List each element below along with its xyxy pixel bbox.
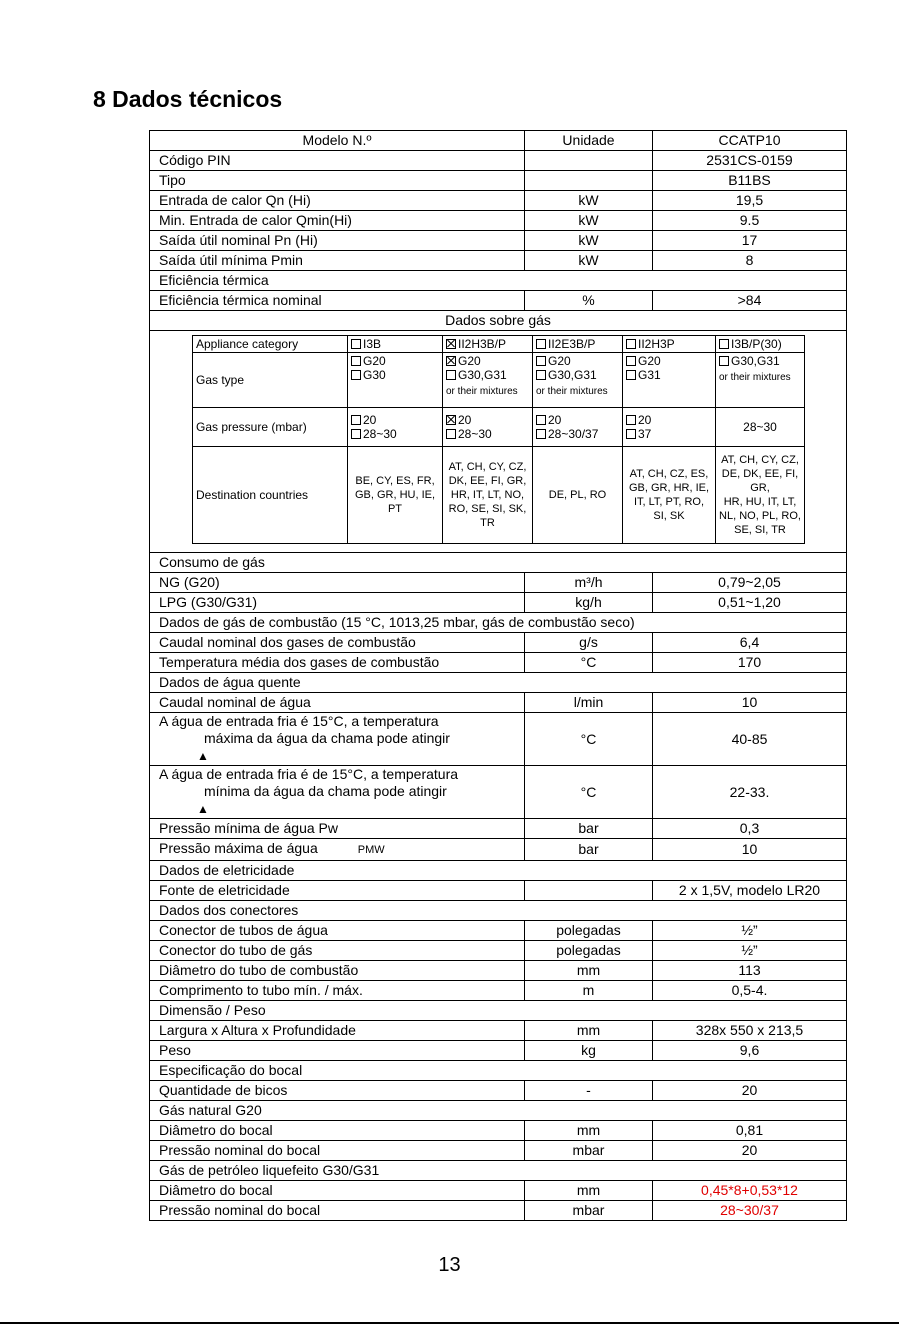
param-value: 0,3: [653, 819, 847, 839]
table-row: [150, 1181, 847, 1201]
section-row: [150, 613, 847, 633]
param-label: Diâmetro do tubo de combustão: [159, 962, 359, 978]
param-label: Pressão nominal do bocal: [159, 1202, 321, 1218]
unchecked-checkbox-icon: [626, 356, 636, 366]
row-label-destination-countries: Destination countries: [193, 447, 348, 544]
gas-pressure-label: 20: [363, 413, 377, 427]
gas-type-cell: [716, 353, 805, 408]
param-unit: m³/h: [525, 573, 653, 593]
header-model-value: CCATP10: [653, 131, 847, 151]
category-code: I3B: [363, 337, 382, 351]
category-cell: [623, 336, 716, 353]
param-unit: -: [525, 1081, 653, 1101]
gas-pressure-option: [626, 413, 712, 427]
gas-pressure-option: [536, 427, 619, 441]
param-label: A água de entrada fria é de 15°C, a temperatura: [159, 766, 459, 782]
param-label-cell: [150, 941, 525, 961]
param-unit: mm: [525, 1121, 653, 1141]
param-label: Conector de tubos de água: [159, 922, 328, 938]
param-unit: mm: [525, 1021, 653, 1041]
country-list-line: DE, PL, RO: [548, 489, 607, 501]
category-code: II2E3B/P: [548, 337, 596, 351]
gas-pressure-cell: [443, 408, 533, 447]
country-list-line: NL, NO, PL, RO,: [719, 510, 801, 522]
country-list-line: HR, HU, IT, LT,: [723, 496, 797, 508]
checked-checkbox-icon: [446, 356, 456, 366]
gas-type-label: G31: [638, 368, 661, 382]
param-label: Eficiência térmica nominal: [159, 292, 322, 308]
gas-type-option: [351, 354, 439, 368]
unchecked-checkbox-icon: [626, 429, 636, 439]
section-title: Gás natural G20: [150, 1101, 847, 1121]
param-unit: kg: [525, 1041, 653, 1061]
table-row: [150, 766, 847, 819]
param-label-cell: [150, 961, 525, 981]
category-code: I3B/P(30): [731, 337, 782, 351]
country-list-line: DE, DK, EE, FI, GR,: [721, 468, 799, 494]
country-list-line: SE, SI, TR: [734, 524, 786, 536]
mixtures-note: or their mixtures: [446, 386, 518, 397]
param-label: Comprimento to tubo mín. / máx.: [159, 982, 363, 998]
param-label-cell: [150, 981, 525, 1001]
unchecked-checkbox-icon: [719, 356, 729, 366]
param-label-cell: [150, 693, 525, 713]
destination-countries-cell: [443, 447, 533, 544]
param-label: Pressão mínima de água Pw: [159, 820, 338, 836]
param-label: Temperatura média dos gases de combustão: [159, 654, 440, 670]
section-row: [150, 1001, 847, 1021]
section-row: [150, 1161, 847, 1181]
param-value: 0,79~2,05: [653, 573, 847, 593]
gas-pressure-label: 37: [638, 427, 652, 441]
param-unit: mbar: [525, 1201, 653, 1221]
table-row: [150, 819, 847, 839]
gas-type-cell: [533, 353, 623, 408]
param-label: Entrada de calor Qn (Hi): [159, 192, 311, 208]
table-row: [150, 941, 847, 961]
gas-type-label: G20: [548, 354, 571, 368]
gas-pressure-option: [446, 413, 529, 427]
destination-countries-cell: [716, 447, 805, 544]
param-label-cell: [150, 819, 525, 839]
gas-pressure-option: [351, 413, 439, 427]
param-label-line2: máxima da água da chama pode atingir: [204, 730, 450, 746]
param-label: LPG (G30/G31): [159, 594, 258, 610]
country-list-line: AT, CH, CY, CZ,: [448, 461, 527, 473]
param-label-cell: [150, 1121, 525, 1141]
param-value: ½”: [653, 921, 847, 941]
param-value: 170: [653, 653, 847, 673]
gas-type-cell: [623, 353, 716, 408]
param-value: 2 x 1,5V, modelo LR20: [653, 881, 847, 901]
table-row: [150, 839, 847, 861]
param-label: Largura x Altura x Profundidade: [159, 1022, 356, 1038]
section-row: [150, 673, 847, 693]
param-value: 0,81: [653, 1121, 847, 1141]
param-unit: l/min: [525, 693, 653, 713]
unchecked-checkbox-icon: [351, 356, 361, 366]
table-row: [150, 231, 847, 251]
section-row: [150, 861, 847, 881]
param-value: 6,4: [653, 633, 847, 653]
row-label-category: Appliance category: [193, 336, 348, 353]
param-value: B11BS: [653, 171, 847, 191]
param-unit: g/s: [525, 633, 653, 653]
table-row: [150, 151, 847, 171]
param-label: Quantidade de bicos: [159, 1082, 288, 1098]
unchecked-checkbox-icon: [626, 339, 636, 349]
param-label-cell: [150, 1201, 525, 1221]
param-label-cell: [150, 171, 525, 191]
category-cell: [533, 336, 623, 353]
param-label: Pressão máxima de água: [159, 840, 318, 856]
param-value: 113: [653, 961, 847, 981]
table-row: [150, 633, 847, 653]
unchecked-checkbox-icon: [536, 356, 546, 366]
gas-table-cell: [150, 331, 847, 553]
param-label-cell: [150, 1041, 525, 1061]
section-row: [150, 271, 847, 291]
unchecked-checkbox-icon: [626, 415, 636, 425]
param-unit: [525, 881, 653, 901]
param-label-cell: [150, 1021, 525, 1041]
param-label-cell: [150, 1181, 525, 1201]
param-unit: mm: [525, 961, 653, 981]
destination-countries-cell: [623, 447, 716, 544]
table-row: [150, 251, 847, 271]
param-label: Min. Entrada de calor Qmin(Hi): [159, 212, 352, 228]
table-row: [150, 1081, 847, 1101]
table-row: [150, 1041, 847, 1061]
param-label-cell: [150, 633, 525, 653]
param-unit: kW: [525, 191, 653, 211]
header-unit-label: Unidade: [525, 131, 653, 151]
gas-section-title: Dados sobre gás: [150, 311, 847, 331]
unchecked-checkbox-icon: [536, 370, 546, 380]
gas-pressure-label: 20: [548, 413, 562, 427]
gas-type-option: [446, 368, 529, 382]
section-title: Especificação do bocal: [150, 1061, 847, 1081]
page-title: 8 Dados técnicos: [93, 86, 283, 112]
param-unit: °C: [525, 653, 653, 673]
param-label: Código PIN: [159, 152, 231, 168]
gas-pressure-option: [626, 427, 712, 441]
flame-icon: ▲: [197, 749, 209, 763]
param-value: 10: [653, 693, 847, 713]
param-label-cell: [150, 881, 525, 901]
param-value: 20: [653, 1141, 847, 1161]
param-label-line2: mínima da água da chama pode atingir: [204, 783, 447, 799]
param-value: 28~30/37: [653, 1201, 847, 1221]
table-row: [150, 653, 847, 673]
param-label-cell: [150, 839, 525, 861]
table-header-row: [150, 131, 847, 151]
category-cell: [348, 336, 443, 353]
country-list-line: GB, GR, HR, IE,: [628, 482, 710, 494]
param-label: Tipo: [159, 172, 186, 188]
country-list-line: BE, CY, ES, FR,: [355, 475, 435, 487]
param-value: 40-85: [653, 713, 847, 766]
row-label-gas-type: Gas type: [193, 353, 348, 408]
param-label: Saída útil mínima Pmin: [159, 252, 303, 268]
param-unit: [525, 171, 653, 191]
param-symbol: PMW: [357, 844, 385, 856]
param-label-cell: [150, 1081, 525, 1101]
category-cell: [443, 336, 533, 353]
param-label-cell: [150, 1141, 525, 1161]
param-value: 328x 550 x 213,5: [653, 1021, 847, 1041]
flame-icon: ▲: [197, 802, 209, 816]
unchecked-checkbox-icon: [536, 339, 546, 349]
param-value: ½”: [653, 941, 847, 961]
country-list-line: AT, CH, CZ, ES,: [629, 468, 709, 480]
row-label-gas-pressure: Gas pressure (mbar): [193, 408, 348, 447]
table-row: [150, 981, 847, 1001]
param-label-cell: [150, 593, 525, 613]
table-row: [150, 1021, 847, 1041]
unchecked-checkbox-icon: [626, 370, 636, 380]
gas-pressure-label: 20: [458, 413, 472, 427]
table-row: [150, 961, 847, 981]
country-list-line: HR, IT, LT, NO,: [450, 489, 525, 501]
gas-type-label: G30,G31: [731, 354, 780, 368]
table-row: [150, 291, 847, 311]
unchecked-checkbox-icon: [446, 429, 456, 439]
param-label-cell: [150, 231, 525, 251]
param-value: 10: [653, 839, 847, 861]
table-row: [150, 573, 847, 593]
table-row: [150, 171, 847, 191]
section-title: Dados de água quente: [150, 673, 847, 693]
section-row: [150, 1061, 847, 1081]
country-list-line: SI, SK: [653, 510, 685, 522]
gas-type-label: G20: [458, 354, 481, 368]
param-unit: bar: [525, 839, 653, 861]
gas-pressure-label: 28~30/37: [548, 427, 599, 441]
param-label-cell: [150, 251, 525, 271]
param-value: 20: [653, 1081, 847, 1101]
param-unit: polegadas: [525, 941, 653, 961]
param-label: Fonte de eletricidade: [159, 882, 290, 898]
gas-type-option: [536, 354, 619, 368]
param-value: 9,6: [653, 1041, 847, 1061]
unchecked-checkbox-icon: [719, 339, 729, 349]
gas-pressure-cell: [623, 408, 716, 447]
table-row: [150, 921, 847, 941]
table-row: [150, 211, 847, 231]
unchecked-checkbox-icon: [351, 370, 361, 380]
table-row: [150, 593, 847, 613]
table-row: [150, 1141, 847, 1161]
param-label: Caudal nominal dos gases de combustão: [159, 634, 416, 650]
unchecked-checkbox-icon: [536, 429, 546, 439]
unchecked-checkbox-icon: [536, 415, 546, 425]
category-code: II2H3B/P: [458, 337, 507, 351]
param-unit: %: [525, 291, 653, 311]
param-label-cell: [150, 211, 525, 231]
param-unit: kW: [525, 251, 653, 271]
section-row: [150, 553, 847, 573]
param-label: Diâmetro do bocal: [159, 1182, 273, 1198]
table-row: [150, 1201, 847, 1221]
param-value: 17: [653, 231, 847, 251]
param-label-cell: [150, 291, 525, 311]
gas-type-option: [351, 368, 439, 382]
destination-countries-cell: [533, 447, 623, 544]
gas-type-label: G30: [363, 368, 386, 382]
section-title: Dimensão / Peso: [150, 1001, 847, 1021]
gas-table-row: [150, 331, 847, 553]
param-unit: °C: [525, 713, 653, 766]
param-unit: bar: [525, 819, 653, 839]
param-label: NG (G20): [159, 574, 220, 590]
table-row: [150, 881, 847, 901]
country-list-line: RO, SE, SI, SK, TR: [448, 503, 527, 529]
param-label: Peso: [159, 1042, 191, 1058]
gas-pressure-cell: [533, 408, 623, 447]
section-row: [150, 901, 847, 921]
param-value: >84: [653, 291, 847, 311]
gas-pressure-label: 28~30: [458, 427, 492, 441]
country-list-line: AT, CH, CY, CZ,: [721, 454, 799, 466]
param-value: 8: [653, 251, 847, 271]
gas-type-option: [626, 354, 712, 368]
param-label-cell: [150, 766, 525, 819]
country-list-line: GB, GR, HU, IE, PT: [354, 489, 436, 515]
mixtures-note: or their mixtures: [719, 372, 791, 383]
section-title: Gás de petróleo liquefeito G30/G31: [150, 1161, 847, 1181]
param-value: 0,5-4.: [653, 981, 847, 1001]
section-title: Consumo de gás: [150, 553, 847, 573]
gas-pressure-cell: [348, 408, 443, 447]
param-label: Saída útil nominal Pn (Hi): [159, 232, 318, 248]
country-list-line: DK, EE, FI, GR,: [448, 475, 527, 487]
param-label-cell: [150, 191, 525, 211]
gas-category-table: [192, 335, 805, 544]
section-row: [150, 1101, 847, 1121]
checked-checkbox-icon: [446, 339, 456, 349]
param-value: 2531CS-0159: [653, 151, 847, 171]
param-unit: kg/h: [525, 593, 653, 613]
section-title: Eficiência térmica: [150, 271, 847, 291]
gas-pressure-option: [446, 427, 529, 441]
table-row: [150, 191, 847, 211]
gas-type-option: [446, 354, 529, 368]
param-value: 9.5: [653, 211, 847, 231]
unchecked-checkbox-icon: [351, 429, 361, 439]
unchecked-checkbox-icon: [351, 339, 361, 349]
page-number: 13: [438, 1254, 461, 1276]
param-label-cell: [150, 151, 525, 171]
param-unit: kW: [525, 231, 653, 251]
param-label: Diâmetro do bocal: [159, 1122, 273, 1138]
param-unit: °C: [525, 766, 653, 819]
param-value: 22-33.: [653, 766, 847, 819]
unchecked-checkbox-icon: [446, 370, 456, 380]
mixtures-note: or their mixtures: [536, 386, 608, 397]
param-label-cell: [150, 573, 525, 593]
gas-pressure-label: 28~30: [363, 427, 397, 441]
gas-type-option: [536, 368, 619, 382]
gas-type-option: [719, 354, 801, 368]
param-value: 0,45*8+0,53*12: [653, 1181, 847, 1201]
table-row: [150, 713, 847, 766]
gas-type-cell: [348, 353, 443, 408]
param-label: Caudal nominal de água: [159, 694, 311, 710]
param-unit: kW: [525, 211, 653, 231]
gas-type-label: G30,G31: [458, 368, 507, 382]
gas-pressure-cell: 28~30: [716, 408, 805, 447]
param-unit: polegadas: [525, 921, 653, 941]
param-unit: mm: [525, 1181, 653, 1201]
param-label: Conector do tubo de gás: [159, 942, 313, 958]
param-value: 0,51~1,20: [653, 593, 847, 613]
param-value: 19,5: [653, 191, 847, 211]
param-label-cell: [150, 653, 525, 673]
unchecked-checkbox-icon: [351, 415, 361, 425]
section-row: [150, 311, 847, 331]
gas-type-option: [626, 368, 712, 382]
table-row: [150, 1121, 847, 1141]
category-code: II2H3P: [638, 337, 675, 351]
param-label-cell: [150, 713, 525, 766]
gas-type-cell: [443, 353, 533, 408]
param-label: A água de entrada fria é 15°C, a temperatura: [159, 713, 439, 729]
header-model-label: Modelo N.º: [150, 131, 525, 151]
section-title: Dados de eletricidade: [150, 861, 847, 881]
section-title: Dados de gás de combustão (15 °C, 1013,25 mbar, gás de combustão seco): [150, 613, 847, 633]
param-label-cell: [150, 921, 525, 941]
gas-pressure-option: [536, 413, 619, 427]
checked-checkbox-icon: [446, 415, 456, 425]
gas-pressure-option: [351, 427, 439, 441]
gas-pressure-label: 20: [638, 413, 652, 427]
param-unit: [525, 151, 653, 171]
table-row: [150, 693, 847, 713]
gas-type-label: G30,G31: [548, 368, 597, 382]
destination-countries-cell: [348, 447, 443, 544]
section-title: Dados dos conectores: [150, 901, 847, 921]
param-label: Pressão nominal do bocal: [159, 1142, 321, 1158]
param-unit: mbar: [525, 1141, 653, 1161]
gas-type-label: G20: [363, 354, 386, 368]
gas-type-label: G20: [638, 354, 661, 368]
category-cell: [716, 336, 805, 353]
country-list-line: IT, LT, PT, RO,: [633, 496, 705, 508]
param-unit: m: [525, 981, 653, 1001]
technical-data-table: [149, 130, 847, 1221]
